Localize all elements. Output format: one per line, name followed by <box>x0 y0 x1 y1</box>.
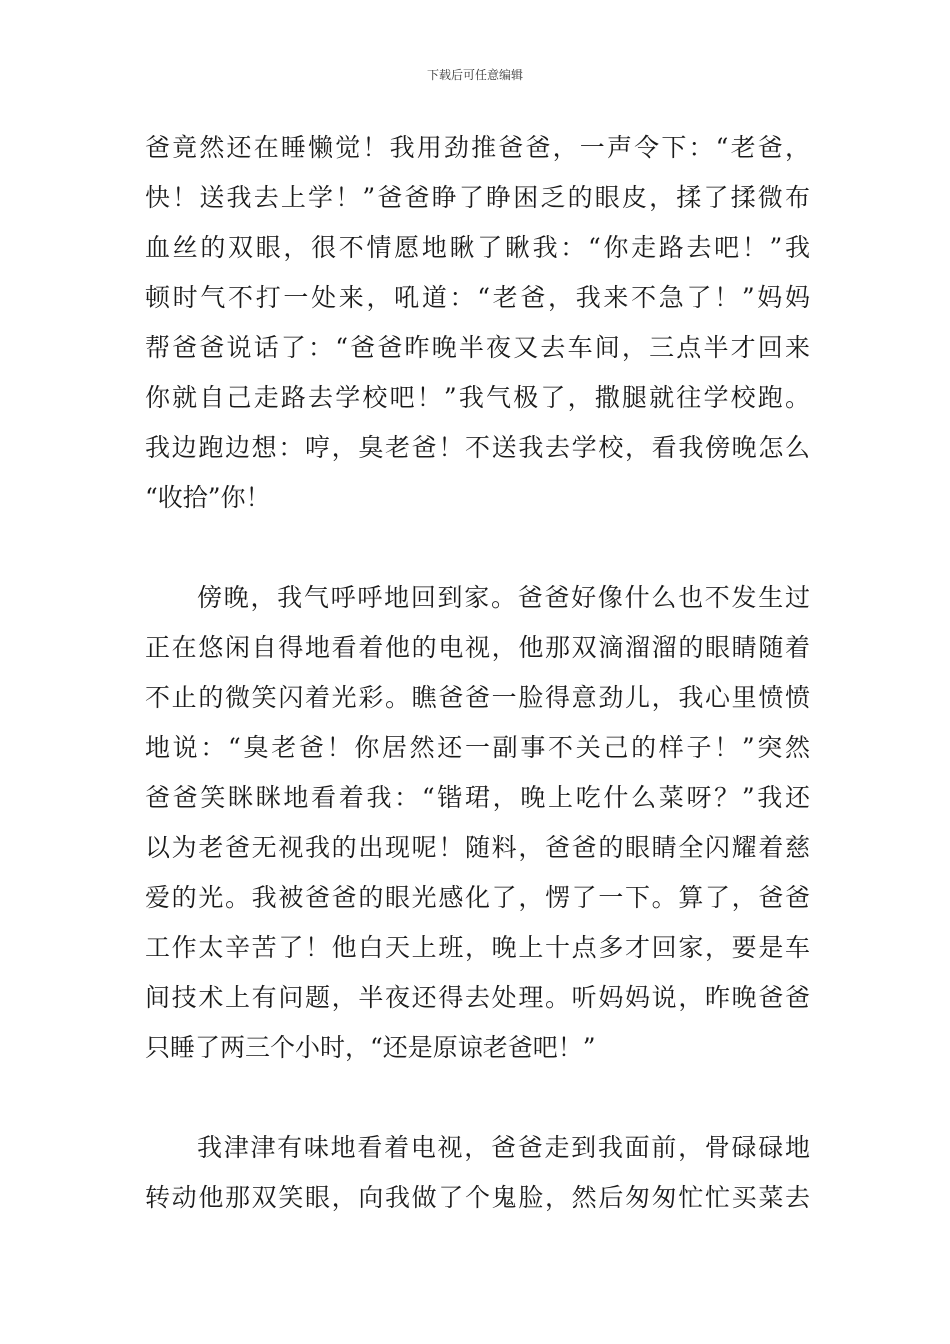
page-header: 下载后可任意编辑 <box>426 68 523 82</box>
text-line: 工作太辛苦了！他白天上班，晚上十点多才回家，要是车 <box>145 933 810 962</box>
text-line: “收拾”你！ <box>145 483 271 512</box>
text-line: 不止的微笑闪着光彩。瞧爸爸一脸得意劲儿，我心里愤愤 <box>145 683 810 712</box>
text-line: 傍晚，我气呼呼地回到家。爸爸好像什么也不发生过 <box>197 583 810 612</box>
text-line: 正在悠闲自得地看着他的电视，他那双滴溜溜的眼睛随着 <box>145 633 810 662</box>
text-line: 间技术上有问题，半夜还得去处理。听妈妈说，昨晚爸爸 <box>145 983 810 1012</box>
text-line: 血丝的双眼，很不情愿地瞅了瞅我：“你走路去吧！”我 <box>145 233 810 262</box>
text-line: 快！送我去上学！”爸爸睁了睁困乏的眼皮，揉了揉微布 <box>145 183 810 212</box>
text-line: 你就自己走路去学校吧！”我气极了，撒腿就往学校跑。 <box>145 383 810 412</box>
text-line: 我边跑边想：哼，臭老爸！不送我去学校，看我傍晚怎么 <box>145 433 810 462</box>
text-line: 我津津有味地看着电视，爸爸走到我面前，骨碌碌地 <box>197 1133 810 1162</box>
paragraph-2 <box>145 580 810 1080</box>
text-line: 爸竟然还在睡懒觉！我用劲推爸爸，一声令下：“老爸， <box>145 133 810 162</box>
document-body <box>145 130 810 1230</box>
paragraph-spacer <box>145 530 810 580</box>
paragraph-spacer <box>145 1080 810 1130</box>
text-line: 爸爸笑眯眯地看着我：“锴珺，晚上吃什么菜呀？”我还 <box>145 783 810 812</box>
text-line: 帮爸爸说话了：“爸爸昨晚半夜又去车间，三点半才回来 <box>145 333 810 362</box>
text-line: 以为老爸无视我的出现呢！随料，爸爸的眼睛全闪耀着慈 <box>145 833 810 862</box>
text-line: 只睡了两三个小时，“还是原谅老爸吧！” <box>145 1033 596 1062</box>
text-line: 转动他那双笑眼，向我做了个鬼脸，然后匆匆忙忙买菜去 <box>145 1183 810 1212</box>
text-line: 顿时气不打一处来，吼道：“老爸，我来不急了！”妈妈 <box>145 283 810 312</box>
text-line: 爱的光。我被爸爸的眼光感化了，愣了一下。算了，爸爸 <box>145 883 810 912</box>
paragraph-3 <box>145 1130 810 1230</box>
text-line: 地说：“臭老爸！你居然还一副事不关己的样子！”突然 <box>145 733 810 762</box>
paragraph-1 <box>145 130 810 530</box>
